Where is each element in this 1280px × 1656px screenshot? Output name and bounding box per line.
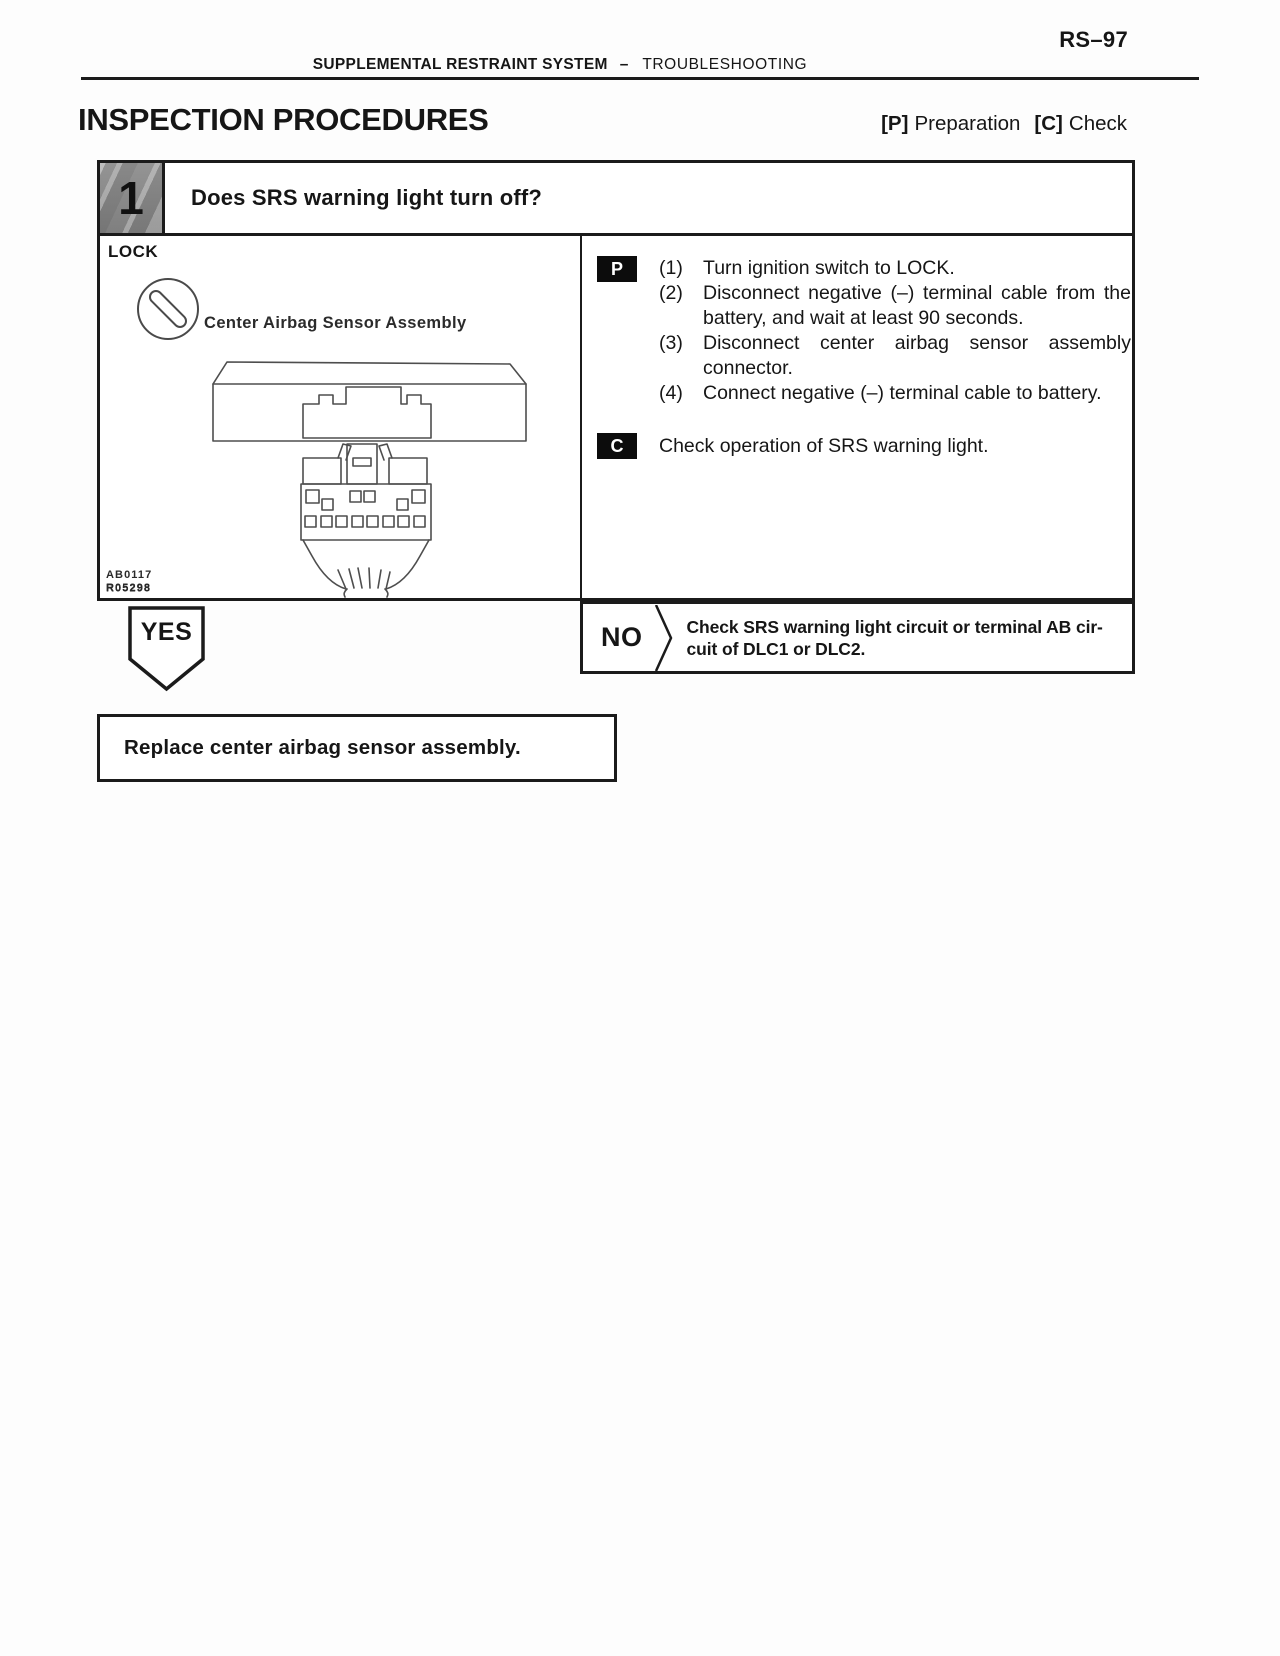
preparation-step	[659, 256, 1131, 281]
figure-code-1: AB0117	[106, 569, 153, 581]
no-branch-text-line2: cuit of DLC1 or DLC2.	[686, 638, 866, 659]
no-branch-box	[580, 601, 1135, 674]
preparation-section	[597, 256, 1131, 406]
figure-codes	[106, 569, 152, 594]
step-text: Disconnect negative (–) terminal cable from the battery, and wait at least 90 seconds.	[703, 282, 1131, 329]
component-label: Center Airbag Sensor Assembly	[204, 314, 467, 332]
no-branch-text-line1: Check SRS warning light circuit or terminal AB cir-	[686, 616, 1103, 637]
ignition-key-cylinder-icon	[135, 276, 201, 342]
step-number: (4)	[659, 382, 683, 404]
check-badge: C	[597, 433, 637, 459]
legend-c-label: Check	[1068, 112, 1127, 135]
check-section	[597, 433, 1131, 459]
procedure-panel	[582, 236, 1139, 598]
running-header-dash: –	[619, 56, 629, 73]
legend-p-tag: [P]	[881, 112, 909, 135]
yes-branch	[128, 606, 206, 692]
chevron-right-icon	[653, 605, 675, 671]
step-text: Turn ignition switch to LOCK.	[703, 257, 955, 279]
check-text: Check operation of SRS warning light.	[659, 435, 989, 457]
preparation-step	[659, 281, 1131, 331]
step-question: Does SRS warning light turn off?	[191, 185, 543, 210]
figure-panel	[100, 236, 582, 598]
step-number-tile: 1	[100, 163, 165, 233]
step-number: (3)	[659, 332, 683, 354]
preparation-step	[659, 331, 1131, 381]
ignition-position-label: LOCK	[108, 242, 159, 261]
running-header-subsection: TROUBLESHOOTING	[642, 56, 808, 73]
page-number: RS–97	[1059, 27, 1128, 52]
yes-label: YES	[140, 618, 193, 646]
preparation-steps	[659, 256, 1131, 406]
action-text: Replace center airbag sensor assembly.	[124, 736, 521, 759]
preparation-step	[659, 381, 1131, 406]
step-header-row	[100, 163, 1132, 236]
running-header-section: SUPPLEMENTAL RESTRAINT SYSTEM	[312, 56, 608, 73]
step-box	[97, 160, 1135, 601]
legend	[881, 112, 1127, 136]
figure-code-2: R05298	[106, 581, 152, 594]
step-number: (1)	[659, 257, 683, 279]
step-number: (2)	[659, 282, 683, 304]
legend-p-label: Preparation	[914, 112, 1021, 135]
step-text: Connect negative (–) terminal cable to battery.	[703, 382, 1102, 404]
no-branch-text	[687, 616, 1103, 660]
step-body	[100, 236, 1132, 598]
preparation-badge: P	[597, 256, 637, 282]
running-header	[80, 56, 1040, 74]
page-title: INSPECTION PROCEDURES	[78, 102, 489, 137]
header-rule	[81, 77, 1199, 80]
step-text: Disconnect center airbag sensor assembly connector.	[703, 332, 1131, 379]
legend-c-tag: [C]	[1034, 112, 1063, 135]
action-box	[97, 714, 617, 782]
no-label: NO	[601, 622, 643, 652]
